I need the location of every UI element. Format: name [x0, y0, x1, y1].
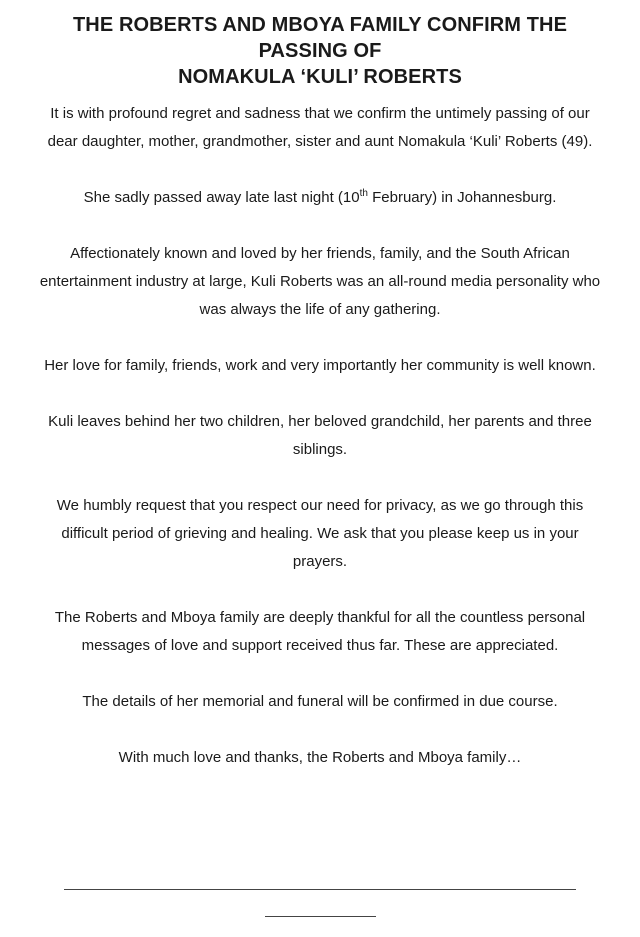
paragraph-thanks: The Roberts and Mboya family are deeply thankful for all the countless personal messages of love and support received thus far. These are appreciated. — [54, 609, 586, 654]
date-text-after: February) in Johannesburg. — [367, 189, 557, 206]
paragraph-tribute: Affectionately known and loved by her friends, family, and the South African entertainment industry at large, Kuli Roberts was an all-round media personality who was always the life of any gathering. — [39, 245, 601, 318]
paragraph-date-place — [36, 184, 604, 212]
paragraph-privacy-request: We humbly request that you respect our need for privacy, as we go through this difficult period of grieving and healing. We ask that you please keep us in your prayers. — [56, 497, 584, 570]
title-line-3: NOMAKULA ‘KULI’ ROBERTS — [178, 66, 462, 88]
paragraph-community: Her love for family, friends, work and very importantly her community is well known. — [44, 357, 596, 374]
title-line-1: THE ROBERTS AND MBOYA FAMILY CONFIRM THE — [72, 14, 568, 36]
date-text-before: She sadly passed away late last night (10 — [83, 189, 360, 206]
paragraph-funeral-details: The details of her memorial and funeral will be confirmed in due course. — [82, 693, 558, 710]
paragraph-survivors: Kuli leaves behind her two children, her beloved grandchild, her parents and three siblings. — [48, 413, 592, 458]
date-ordinal-suffix: th — [359, 188, 368, 199]
paragraph-announcement: It is with profound regret and sadness that we confirm the untimely passing of our dear daughter, mother, grandmother, sister and aunt Nomakula ‘Kuli’ Roberts (49). — [47, 105, 593, 150]
closing-line: With much love and thanks, the Roberts and Mboya family… — [118, 749, 522, 766]
divider-short — [265, 916, 376, 917]
divider-long — [64, 889, 576, 890]
title-line-2: PASSING OF — [258, 40, 382, 62]
statement-title — [36, 12, 604, 90]
